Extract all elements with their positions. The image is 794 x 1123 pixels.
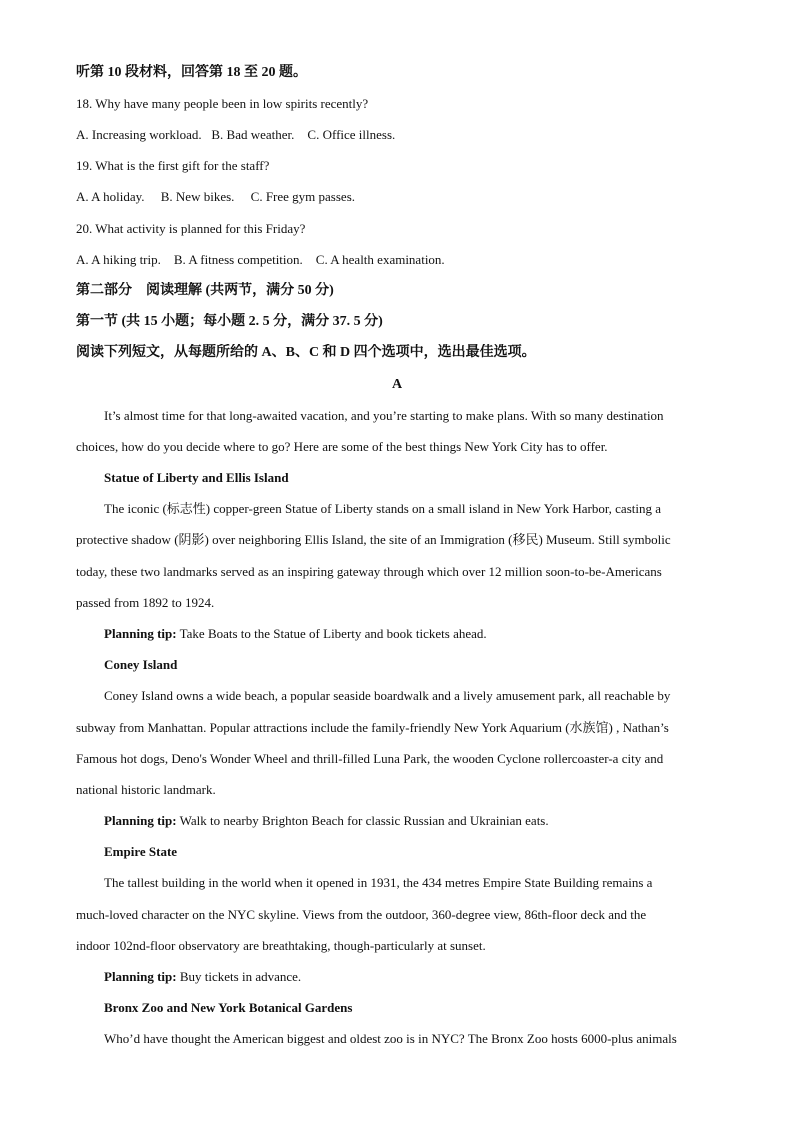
planning-tip-text: Buy tickets in advance.	[179, 969, 302, 984]
reading-section-title: 第一节 (共 15 小题；每小题 2. 5 分，满分 37. 5 分)	[76, 314, 383, 329]
planning-tip-statue	[104, 625, 716, 643]
planning-tip-text: Walk to nearby Brighton Beach for classic Russian and Ukrainian eats.	[179, 813, 549, 828]
listening-instruction: 听第 10 段材料，回答第 18 至 20 题。	[76, 65, 307, 80]
paragraph-line: choices, how do you decide where to go? Here are some of the best things New York City has to offer.	[76, 439, 608, 454]
question-18-options: A. Increasing workload. B. Bad weather. C. Office illness.	[76, 127, 396, 142]
section-heading-bronx: Bronx Zoo and New York Botanical Gardens	[104, 1000, 353, 1015]
planning-tip-label: Planning tip:	[104, 813, 177, 828]
paragraph-line: subway from Manhattan. Popular attractions include the family-friendly New York Aquarium (水族馆) , Nathan’s	[76, 720, 669, 735]
paragraph-line: Coney Island owns a wide beach, a popular seaside boardwalk and a lively amusement park, all reachable by	[104, 688, 671, 703]
question-20-options: A. A hiking trip. B. A fitness competition. C. A health examination.	[76, 252, 445, 267]
planning-tip-coney	[104, 812, 716, 830]
question-18: 18. Why have many people been in low spirits recently?	[76, 96, 369, 111]
paragraph-line: Who’d have thought the American biggest and oldest zoo is in NYC? The Bronx Zoo hosts 6000-plus animals	[104, 1031, 677, 1046]
paragraph-line: The iconic (标志性) copper-green Statue of Liberty stands on a small island in New York Harbor, casting a	[104, 501, 661, 516]
section-heading-coney: Coney Island	[104, 657, 178, 672]
planning-tip-label: Planning tip:	[104, 626, 177, 641]
reading-instruction: 阅读下列短文，从每题所给的 A、B、C 和 D 四个选项中，选出最佳选项。	[76, 345, 536, 360]
paragraph-line: national historic landmark.	[76, 782, 216, 797]
paragraph-line: It’s almost time for that long-awaited vacation, and you’re starting to make plans. With so many destination	[104, 408, 664, 423]
paragraph-line: today, these two landmarks served as an inspiring gateway through which over 12 million soon-to-be-Americans	[76, 564, 662, 579]
paragraph-line: much-loved character on the NYC skyline. Views from the outdoor, 360-degree view, 86th-floor deck and the	[76, 907, 647, 922]
passage-letter: A	[391, 377, 403, 392]
question-19: 19. What is the first gift for the staff?	[76, 158, 270, 173]
section-heading-empire: Empire State	[104, 844, 178, 859]
planning-tip-text: Take Boats to the Statue of Liberty and book tickets ahead.	[179, 626, 487, 641]
section-heading-statue: Statue of Liberty and Ellis Island	[104, 470, 289, 485]
paragraph-line: protective shadow (阴影) over neighboring Ellis Island, the site of an Immigration (移民) Museum. Still symbolic	[76, 532, 671, 547]
paragraph-line: passed from 1892 to 1924.	[76, 595, 215, 610]
question-19-options: A. A holiday. B. New bikes. C. Free gym passes.	[76, 189, 355, 204]
paragraph-line: The tallest building in the world when it opened in 1931, the 434 metres Empire State Building remains a	[104, 875, 653, 890]
reading-part-title: 第二部分 阅读理解 (共两节，满分 50 分)	[76, 283, 334, 298]
paragraph-line: Famous hot dogs, Deno's Wonder Wheel and thrill-filled Luna Park, the wooden Cyclone rollercoaster-a city and	[76, 751, 664, 766]
question-20: 20. What activity is planned for this Friday?	[76, 221, 306, 236]
planning-tip-empire	[104, 968, 716, 986]
planning-tip-label: Planning tip:	[104, 969, 177, 984]
paragraph-line: indoor 102nd-floor observatory are breathtaking, though-particularly at sunset.	[76, 938, 486, 953]
